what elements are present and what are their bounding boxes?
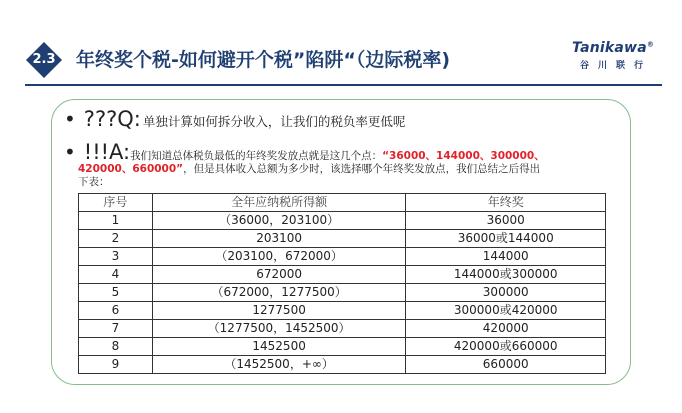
answer-block <box>64 141 624 189</box>
answer-second-line <box>78 163 624 176</box>
row-bonus: 300000或420000 <box>406 302 606 320</box>
answer-third-line: 下表： <box>78 176 110 188</box>
table-row <box>79 266 606 284</box>
answer-first-line <box>64 141 624 163</box>
row-index: 8 <box>79 338 153 356</box>
company-logo <box>572 40 662 71</box>
header-bonus: 年终奖 <box>406 194 606 212</box>
row-income: 203100 <box>152 230 406 248</box>
answer-text-intro: 我们知道总体税负最低的年终奖发放点就是这几个点： <box>130 150 383 162</box>
answer-text-body: ，但是具体收入总额为多少时，该选择哪个年终奖发放点，我们总结之后得出 <box>183 163 541 175</box>
row-bonus: 420000 <box>406 320 606 338</box>
logo-subtitle: 谷川联行 <box>580 61 653 71</box>
table-row <box>79 248 606 266</box>
row-index: 5 <box>79 284 153 302</box>
row-index: 3 <box>79 248 153 266</box>
answer-label: !!!A: <box>83 140 131 164</box>
answer-bullet: • <box>64 140 76 164</box>
table-row <box>79 212 606 230</box>
header-divider <box>25 84 662 86</box>
question-bullet: • <box>64 107 76 131</box>
answer-highlight-1: “36000、144000、300000、 <box>382 150 545 162</box>
answer-highlight-2: 420000、660000” <box>78 163 184 175</box>
row-bonus: 144000或300000 <box>406 266 606 284</box>
slide-header <box>0 0 682 86</box>
row-bonus: 36000或144000 <box>406 230 606 248</box>
row-income: （1452500，+∞） <box>152 356 406 374</box>
row-bonus: 660000 <box>406 356 606 374</box>
row-income: （1277500，1452500） <box>152 320 406 338</box>
row-index: 4 <box>79 266 153 284</box>
slide-title: 年终奖个税-如何避开个税”陷阱“（边际税率) <box>76 49 451 71</box>
table-row <box>79 320 606 338</box>
row-index: 2 <box>79 230 153 248</box>
row-index: 7 <box>79 320 153 338</box>
table-row <box>79 284 606 302</box>
row-index: 1 <box>79 212 153 230</box>
question-label: ???Q: <box>83 107 141 131</box>
table-row <box>79 230 606 248</box>
header-index: 序号 <box>79 194 153 212</box>
row-income: 1452500 <box>152 338 406 356</box>
bonus-table <box>78 193 606 374</box>
row-bonus: 36000 <box>406 212 606 230</box>
row-index: 6 <box>79 302 153 320</box>
table-row <box>79 302 606 320</box>
row-income: （36000，203100） <box>152 212 406 230</box>
question-text: 单独计算如何拆分收入，让我们的税负率更低呢 <box>142 114 406 129</box>
table-header-row <box>79 194 606 212</box>
row-bonus: 420000或660000 <box>406 338 606 356</box>
section-number: 2.3 <box>32 52 56 67</box>
row-index: 9 <box>79 356 153 374</box>
header-annual-income: 全年应纳税所得额 <box>152 194 406 212</box>
row-income: 1277500 <box>152 302 406 320</box>
row-income: （672000，1277500） <box>152 284 406 302</box>
section-badge <box>25 41 63 79</box>
row-income: 672000 <box>152 266 406 284</box>
row-income: （203100，672000） <box>152 248 406 266</box>
registered-mark: ® <box>646 40 655 49</box>
table-row <box>79 356 606 374</box>
row-bonus: 144000 <box>406 248 606 266</box>
table-row <box>79 338 606 356</box>
row-bonus: 300000 <box>406 284 606 302</box>
question-line <box>64 108 405 130</box>
logo-name: Tanikawa® <box>572 40 655 56</box>
